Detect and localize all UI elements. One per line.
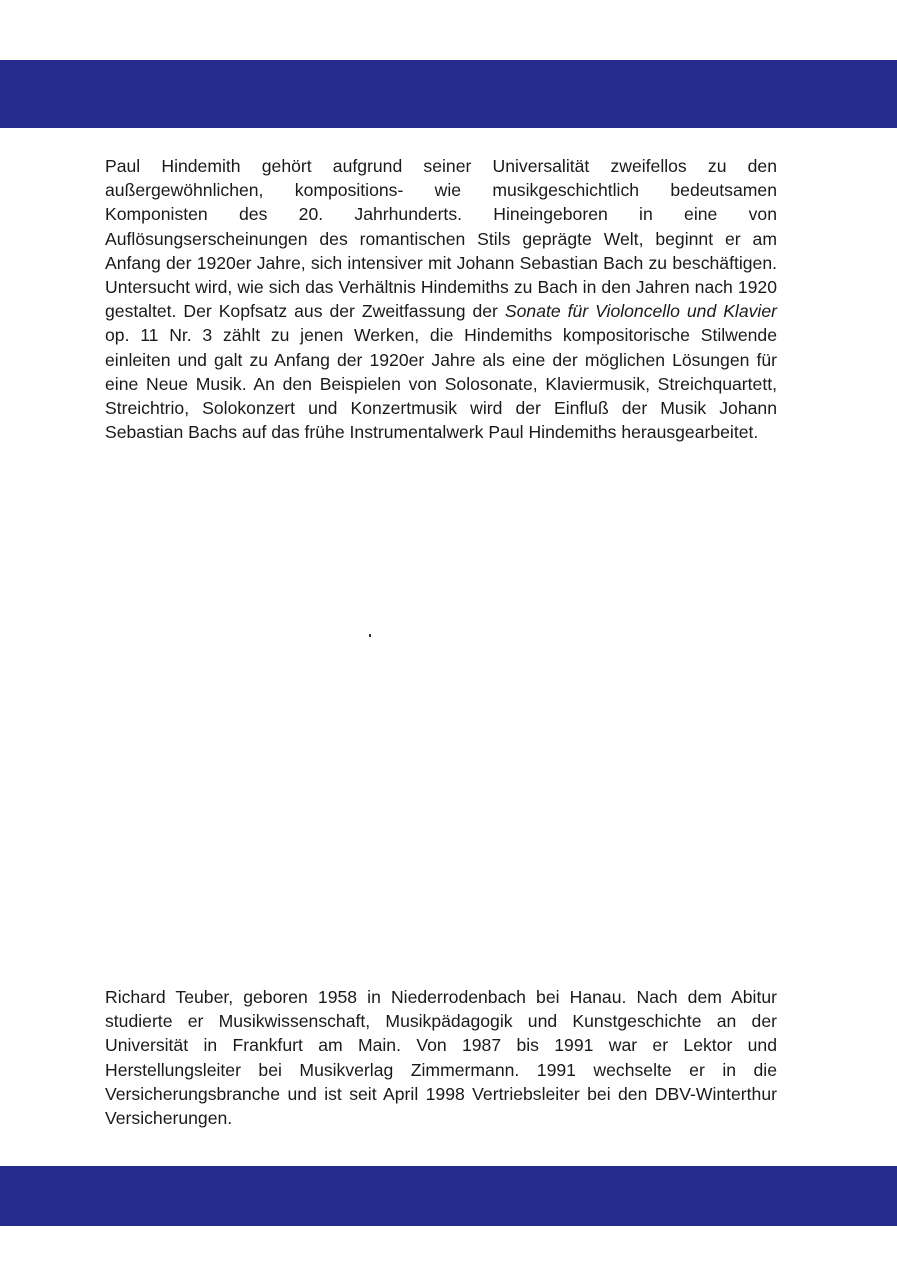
abstract-text-part2: op. 11 Nr. 3 zählt zu jenen Werken, die Hindemiths kompositorische Stilwende einleiten und galt zu Anfang der 1920er Jahre als eine der möglichen Lösungen für eine Neue Musik. An den Beispielen von Solosonate, Klaviermusik, Streichquartett, Streichtrio, Solokonzert und Konzertmusik wird der Einfluß der Musik Johann Sebastian Bachs auf das frühe Instrumentalwerk Paul Hindemiths herausgearbeitet. bbox=[105, 325, 777, 443]
speck-mark bbox=[369, 634, 371, 637]
work-title: Sonate für Violoncello und Klavier bbox=[504, 301, 777, 322]
book-abstract bbox=[105, 154, 777, 444]
author-bio: Richard Teuber, geboren 1958 in Niederrodenbach bei Hanau. Nach dem Abitur studierte er Musikwissenschaft, Musikpädagogik und Kunstgeschichte an der Universität in Frankfurt am Main. Von 1987 bis 1991 war er Lektor und Herstellungsleiter bei Musikverlag Zimmermann. 1991 wechselte er in die Versicherungsbranche und ist seit April 1998 Vertriebsleiter bei den DBV-Winterthur Versicherungen. bbox=[105, 987, 777, 1129]
bottom-color-band bbox=[0, 1166, 897, 1226]
abstract-text-part1: Paul Hindemith gehört aufgrund seiner Universalität zweifellos zu den außergewöhnlichen, kompositions- wie musikgeschichtlich bedeutsamen Komponisten des 20. Jahrhunderts. Hineingeboren in eine von Auflösungserscheinungen des romantischen Stils geprägte Welt, beginnt er am Anfang der 1920er Jahre, sich intensiver mit Johann Sebastian Bach zu beschäftigen. Untersucht wird, wie sich das Verhältnis Hindemiths zu Bach in den Jahren nach 1920 gestaltet. Der Kopfsatz aus der Zweitfassung der bbox=[105, 156, 777, 322]
top-color-band bbox=[0, 60, 897, 128]
